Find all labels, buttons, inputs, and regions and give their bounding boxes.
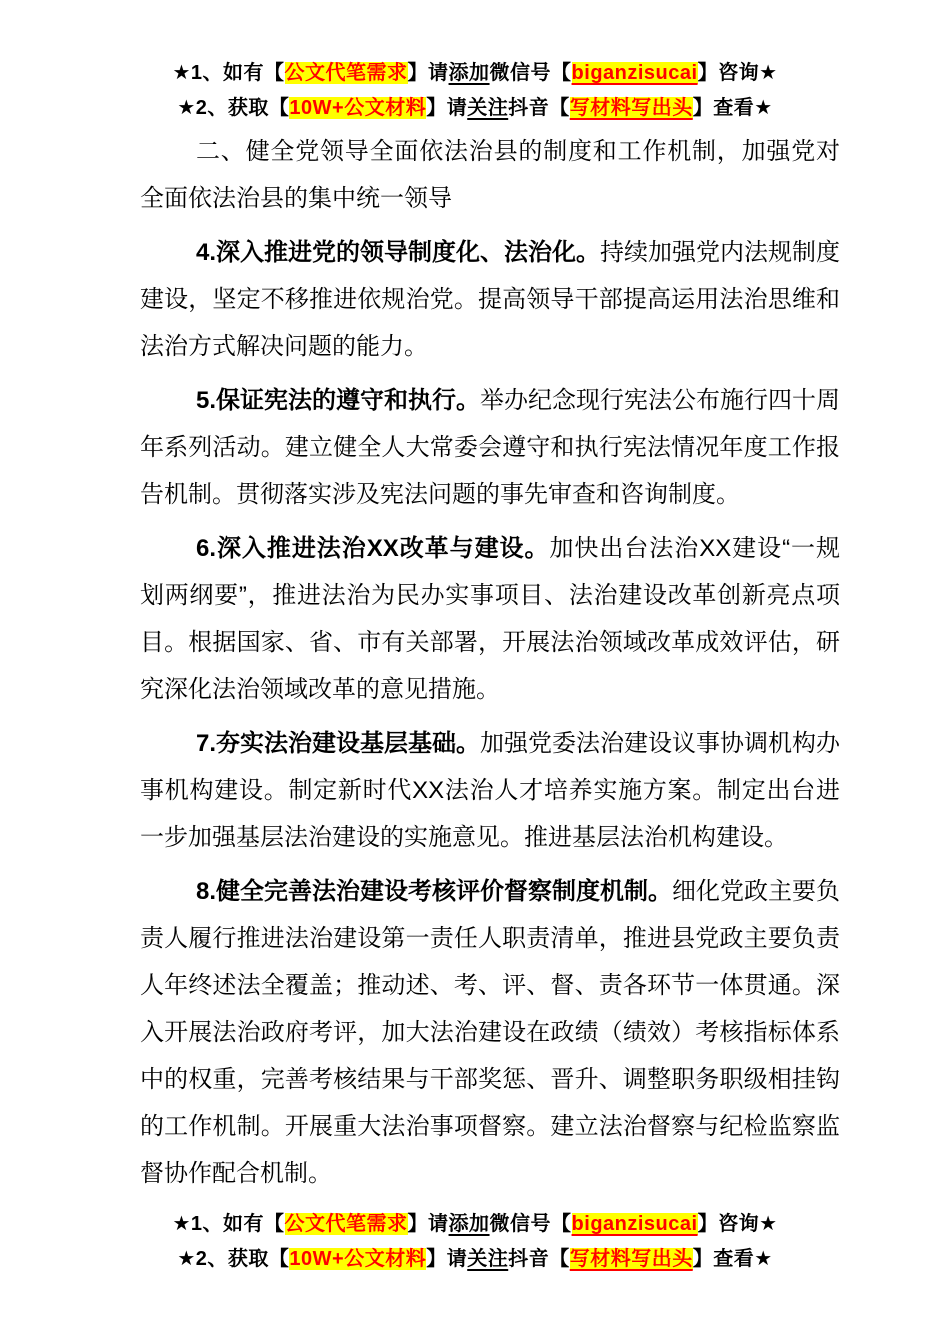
notice-text: 】请 bbox=[426, 97, 468, 119]
notice-text: ★1、如有【 bbox=[172, 62, 285, 84]
header-notice bbox=[0, 56, 950, 126]
header-notice-line-1 bbox=[0, 56, 950, 91]
paragraph-text: 细化党政主要负责人履行推进法治建设第一责任人职责清单，推进县党政主要负责人年终述法全覆盖；推动述、考、评、督、责各环节一体贯通。深入开展法治政府考评，加大法治建设在政绩（绩效）考核指标体系中的权重，完善考核结果与干部奖惩、晋升、调整职务职级相挂钩的工作机制。开展重大法治事项督察。建立法治督察与纪检监察监督协作配合机制。 bbox=[140, 878, 841, 1187]
notice-highlight: 10W+公文材料 bbox=[289, 1248, 427, 1270]
notice-text: 抖音【 bbox=[508, 97, 570, 119]
paragraph-item-4 bbox=[140, 229, 840, 370]
paragraph-lead: 8.健全完善法治建设考核评价督察制度机制。 bbox=[196, 878, 673, 905]
notice-underlined-text: 关注 bbox=[467, 1248, 509, 1270]
notice-douyin-id: 写材料写出头 bbox=[569, 1248, 693, 1270]
notice-douyin-id: 写材料写出头 bbox=[569, 97, 693, 119]
paragraph-lead: 7.夯实法治建设基层基础。 bbox=[196, 730, 481, 757]
paragraph-text: 加强党委法治建设议事协调机构办事机构建设。制定新时代XX法治人才培养实施方案。制定出台进一步加强基层法治建设的实施意见。推进基层法治机构建设。 bbox=[140, 730, 841, 851]
notice-highlight: 公文代笔需求 bbox=[284, 62, 408, 84]
paragraph-item-7 bbox=[140, 720, 840, 861]
paragraph-item-5 bbox=[140, 377, 840, 518]
notice-text: ★2、获取【 bbox=[177, 97, 290, 119]
footer-notice-line-2 bbox=[0, 1242, 950, 1277]
paragraph-item-8 bbox=[140, 868, 840, 1197]
paragraph-item-6 bbox=[140, 525, 840, 713]
footer-notice-line-1 bbox=[0, 1207, 950, 1242]
notice-wechat-id: biganzisucai bbox=[571, 1213, 698, 1235]
notice-text: 】咨询★ bbox=[697, 1213, 778, 1235]
notice-text: 】查看★ bbox=[692, 1248, 773, 1270]
paragraph-lead: 6.深入推进法治XX改革与建设。 bbox=[196, 535, 550, 562]
notice-wechat-id: biganzisucai bbox=[571, 62, 698, 84]
notice-underlined-text: 关注 bbox=[467, 97, 509, 119]
paragraph-text: 举办纪念现行宪法公布施行四十周年系列活动。建立健全人大常委会遵守和执行宪法情况年度工作报告机制。贯彻落实涉及宪法问题的事先审查和咨询制度。 bbox=[140, 387, 841, 508]
notice-text: 微信号【 bbox=[489, 62, 572, 84]
notice-highlight: 10W+公文材料 bbox=[289, 97, 427, 119]
section-heading-text: 二、健全党领导全面依法治县的制度和工作机制，加强党对全面依法治县的集中统一领导 bbox=[140, 138, 840, 212]
paragraph-text: 持续加强党内法规制度建设，坚定不移推进依规治党。提高领导干部提高运用法治思维和法治方式解决问题的能力。 bbox=[140, 239, 841, 360]
notice-text: 】请 bbox=[426, 1248, 468, 1270]
notice-text: ★1、如有【 bbox=[172, 1213, 285, 1235]
paragraph-lead: 5.保证宪法的遵守和执行。 bbox=[196, 387, 481, 414]
notice-underlined-text: 添加 bbox=[448, 1213, 490, 1235]
notice-text: 】请 bbox=[407, 1213, 449, 1235]
notice-text: 微信号【 bbox=[489, 1213, 572, 1235]
notice-text: ★2、获取【 bbox=[177, 1248, 290, 1270]
footer-notice bbox=[0, 1207, 950, 1277]
paragraph-lead: 4.深入推进党的领导制度化、法治化。 bbox=[196, 239, 601, 266]
notice-text: 抖音【 bbox=[508, 1248, 570, 1270]
paragraph-text: 加快出台法治XX建设“一规划两纲要”，推进法治为民办实事项目、法治建设改革创新亮点项目。根据国家、省、市有关部署，开展法治领域改革成效评估，研究深化法治领域改革的意见措施。 bbox=[140, 535, 840, 703]
notice-text: 】咨询★ bbox=[697, 62, 778, 84]
notice-text: 】请 bbox=[407, 62, 449, 84]
notice-highlight: 公文代笔需求 bbox=[284, 1213, 408, 1235]
document-body bbox=[140, 128, 840, 1197]
section-heading bbox=[140, 128, 840, 222]
notice-underlined-text: 添加 bbox=[448, 62, 490, 84]
header-notice-line-2 bbox=[0, 91, 950, 126]
notice-text: 】查看★ bbox=[692, 97, 773, 119]
